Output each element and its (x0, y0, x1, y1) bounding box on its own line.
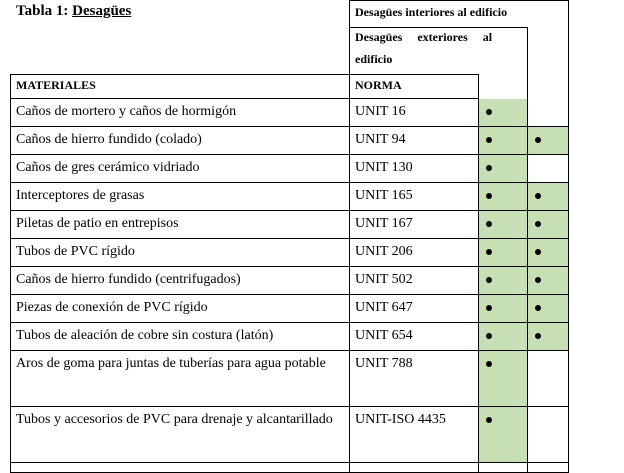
material-cell: Caños de hierro fundido (centrifugados) (16, 272, 241, 287)
exterior-cell-fill (528, 211, 568, 238)
exterior-cell-fill (528, 183, 568, 210)
header-interiores: Desagües interiores al edificio (355, 5, 508, 19)
norma-cell: UNIT 647 (355, 300, 413, 315)
material-cell: Aros de goma para juntas de tuberías para agua potable (16, 356, 326, 371)
material-cell: Tubos de PVC rígido (16, 244, 135, 259)
norma-cell: UNIT 502 (355, 272, 413, 287)
material-cell: Caños de gres cerámico vidriado (16, 160, 200, 175)
norma-cell: UNIT 206 (355, 244, 413, 259)
interior-check-dot (486, 109, 492, 115)
exterior-check-dot (535, 277, 541, 283)
exterior-cell-fill (528, 323, 568, 350)
material-cell: Interceptores de grasas (16, 188, 145, 203)
exterior-check-dot (535, 193, 541, 199)
material-cell: Tubos de aleación de cobre sin costura (latón) (16, 328, 274, 343)
table-title-prefix: Tabla 1: (16, 3, 69, 19)
row-border-right (478, 462, 569, 463)
interior-check-dot (486, 417, 492, 423)
interior-check-dot (486, 305, 492, 311)
norma-cell: UNIT 788 (355, 356, 413, 371)
norma-cell: UNIT 130 (355, 160, 413, 175)
header-norma: NORMA (355, 78, 402, 92)
exterior-cell-fill (528, 127, 568, 154)
norma-cell: UNIT 167 (355, 216, 413, 231)
interior-check-dot (486, 221, 492, 227)
interior-check-dot (486, 165, 492, 171)
norma-cell: UNIT 654 (355, 328, 413, 343)
header-materiales: MATERIALES (16, 78, 96, 92)
table-title (16, 3, 131, 20)
material-cell: Piezas de conexión de PVC rígido (16, 300, 208, 315)
exterior-cell-fill (528, 295, 568, 322)
table-left-border (10, 74, 11, 473)
material-cell: Piletas de patio en entrepisos (16, 216, 179, 231)
interior-check-dot (486, 333, 492, 339)
header-exteriores-line2: edificio (355, 52, 393, 66)
row-border (10, 462, 479, 463)
exterior-check-dot (535, 249, 541, 255)
interior-cell-fill (479, 351, 527, 406)
norma-cell: UNIT 165 (355, 188, 413, 203)
interior-check-dot (486, 137, 492, 143)
interior-check-dot (486, 277, 492, 283)
interior-check-dot (486, 361, 492, 367)
norma-cell: UNIT-ISO 4435 (355, 412, 446, 427)
exterior-cell-fill (528, 267, 568, 294)
interior-check-dot (486, 193, 492, 199)
interior-cell-fill (479, 407, 527, 462)
table-right-border (568, 0, 569, 473)
norma-cell: UNIT 94 (355, 132, 406, 147)
norma-left-border (349, 0, 350, 473)
header-exteriores-line1: Desagües exteriores al (355, 30, 493, 44)
material-cell: Caños de mortero y caños de hormigón (16, 104, 237, 119)
exterior-check-dot (535, 305, 541, 311)
table-title-name: Desagües (72, 3, 132, 19)
exterior-cell-fill (528, 239, 568, 266)
material-cell: Tubos y accesorios de PVC para drenaje y alcantarillado (16, 412, 333, 427)
exterior-check-dot (535, 137, 541, 143)
norma-cell: UNIT 16 (355, 104, 406, 119)
material-cell: Caños de hierro fundido (colado) (16, 132, 202, 147)
exterior-check-dot (535, 221, 541, 227)
exterior-check-dot (535, 333, 541, 339)
interior-check-dot (486, 249, 492, 255)
